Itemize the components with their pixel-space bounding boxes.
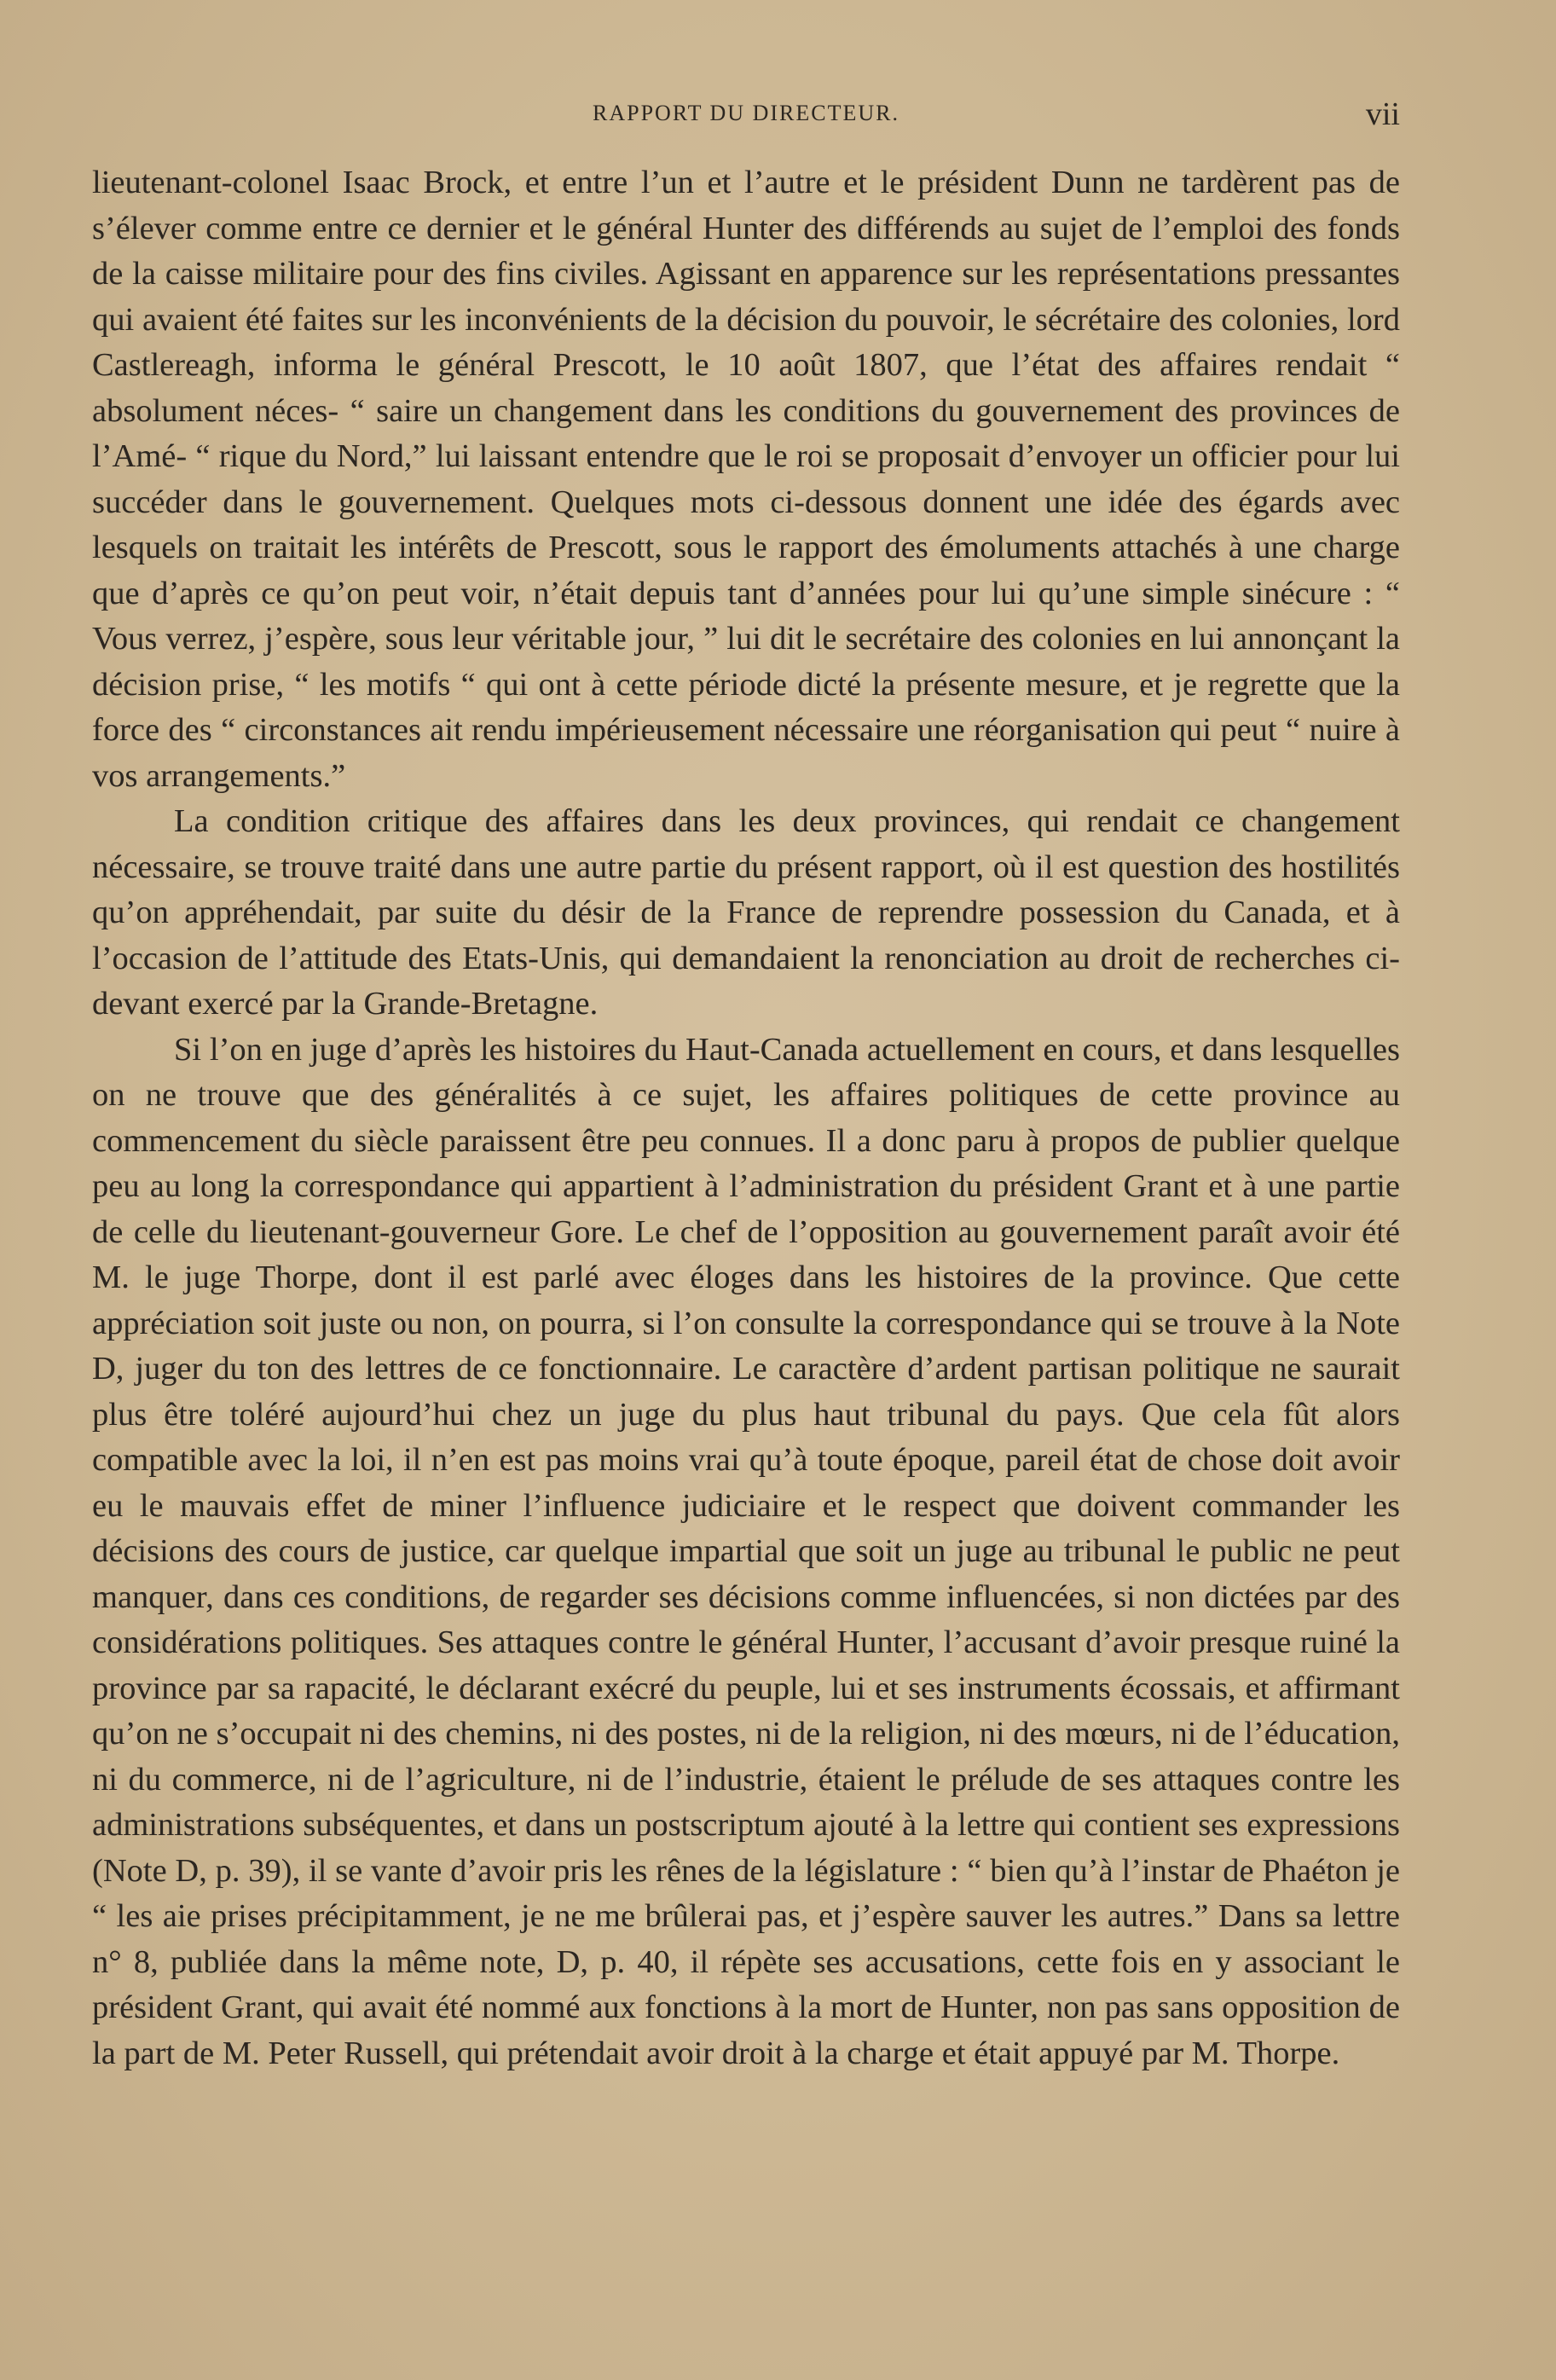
paragraph-2: La condition critique des affaires dans les deux provinces, qui rendait ce changement nécessaire, se trouve traité dans une autre partie du présent rapport, où il est question des hostilités qu’on appréhendait, par suite du désir de la France de reprendre possession du Canada, et à l’occasion de l’attitude des Etats-Unis, qui demandaient la renonciation au droit de recherches ci-devant exercé par la Grande-Bretagne. xyxy=(92,803,1400,1022)
page-number: vii xyxy=(1365,96,1400,132)
page-header xyxy=(92,96,1400,143)
paragraph-1: lieutenant-colonel Isaac Brock, et entre l’un et l’autre et le président Dunn ne tardèrent pas de s’élever comme entre ce dernier et le général Hunter des différends au sujet de l’emploi des fonds de la caisse militaire pour des fins civiles. Agissant en apparence sur les représentations pressantes qui avaient été faites sur les inconvénients de la décision du pouvoir, le sécrétaire des colonies, lord Castlereagh, informa le général Prescott, le 10 août 1807, que l’état des affaires rendait “ absolument néces- “ saire un changement dans les conditions du gouvernement des provinces de l’Amé- “ rique du Nord,” lui laissant entendre que le roi se proposait d’envoyer un officier pour lui succéder dans le gouvernement. Quelques mots ci-dessous donnent une idée des égards avec lesquels on traitait les intérêts de Prescott, sous le rapport des émoluments attachés à une charge que d’après ce qu’on peut voir, n’était depuis tant d’années pour lui qu’une simple sinécure : “ Vous verrez, j’espère, sous leur véritable jour, ” lui dit le secrétaire des colonies en lui annonçant la décision prise, “ les motifs “ qui ont à cette période dicté la présente mesure, et je regrette que la force des “ circonstances ait rendu impérieusement nécessaire une réorganisation qui peut “ nuire à vos arrangements.” xyxy=(92,165,1400,794)
paragraph-3: Si l’on en juge d’après les histoires du Haut-Canada actuellement en cours, et dans lesquelles on ne trouve que des généralités à ce sujet, les affaires politiques de cette province au commencement du siècle paraissent être peu connues. Il a donc paru à propos de publier quelque peu au long la correspondance qui appartient à l’administration du président Grant et à une partie de celle du lieutenant-gouverneur Gore. Le chef de l’opposition au gouvernement paraît avoir été M. le juge Thorpe, dont il est parlé avec éloges dans les histoires de la province. Que cette appréciation soit juste ou non, on pourra, si l’on consulte la correspondance qui se trouve à la Note D, juger du ton des lettres de ce fonctionnaire. Le caractère d’ardent partisan politique ne saurait plus être toléré aujourd’hui chez un juge du plus haut tribunal du pays. Que cela fût alors compatible avec la loi, il n’en est pas moins vrai qu’à toute époque, pareil état de chose doit avoir eu le mauvais effet de miner l’influence judiciaire et le respect que doivent commander les décisions des cours de justice, car quelque impartial que soit un juge au tribunal le public ne peut manquer, dans ces conditions, de regarder ses décisions comme influencées, si non dictées par des considérations politiques. Ses attaques contre le général Hunter, l’accusant d’avoir presque ruiné la province par sa rapacité, le déclarant exécré du peuple, lui et ses instruments écossais, et affirmant qu’on ne s’occupait ni des chemins, ni des postes, ni de la religion, ni des mœurs, ni de l’éducation, ni du commerce, ni de l’agriculture, ni de l’industrie, étaient le prélude de ses attaques contre les administrations subséquentes, et dans un postscriptum ajouté à la lettre qui contient ses expressions (Note D, p. 39), il se vante d’avoir pris les rênes de la législature : “ bien qu’à l’instar de Phaéton je “ les aie prises précipitamment, je ne me brûlerai pas, et j’espère sauver les autres.” Dans sa lettre n° 8, publiée dans la même note, D, p. 40, il répète ses accusations, cette fois en y associant le président Grant, qui avait été nommé aux fonctions à la mort de Hunter, non pas sans opposition de la part de M. Peter Russell, qui prétendait avoir droit à la charge et était appuyé par M. Thorpe. xyxy=(92,1031,1400,2071)
body-text xyxy=(92,160,1400,2076)
running-head: RAPPORT DU DIRECTEUR. xyxy=(593,101,899,125)
